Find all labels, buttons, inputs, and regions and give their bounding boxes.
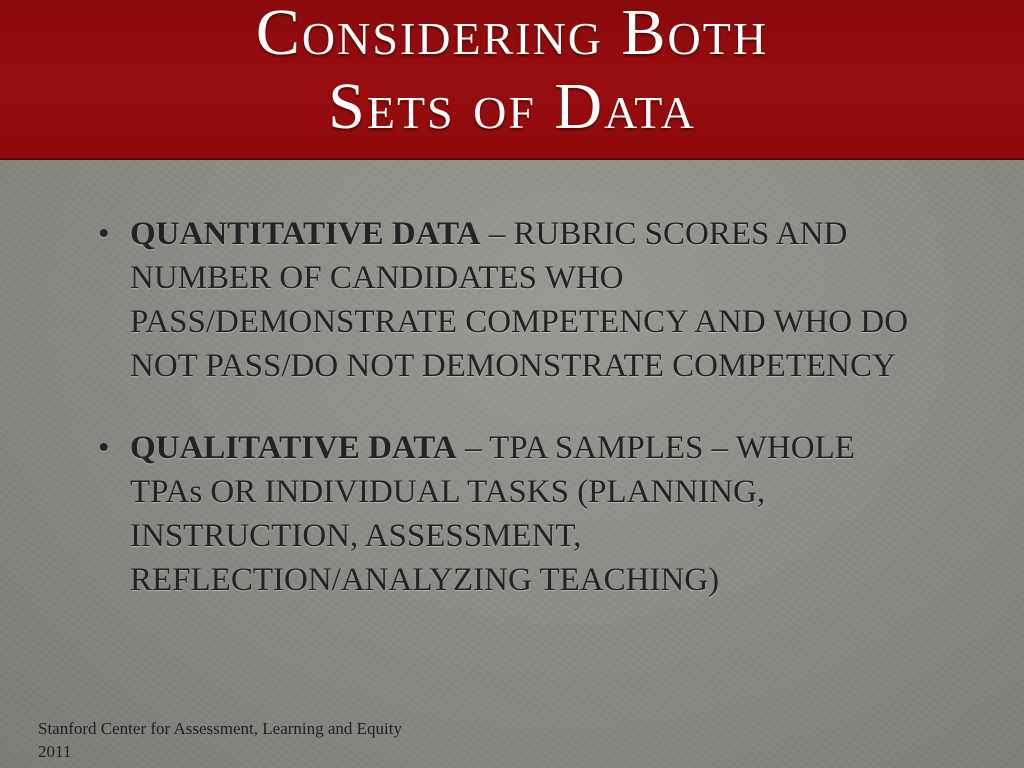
bullet-marker-icon: • [98,216,110,252]
slide-title-line-1: Considering Both [255,0,769,69]
bullet-quantitative [98,212,928,388]
bullet-qualitative-heading: QUALITATIVE DATA [130,430,457,466]
footer-year: 2011 [38,742,72,761]
footer-organization: Stanford Center for Assessment, Learning and Equity [38,719,403,738]
bullet-quantitative-text: – RUBRIC SCORES AND NUMBER OF CANDIDATES WHO PASS/DEMONSTRATE COMPETENCY AND WHO DO NOT PASS/DO NOT DEMONSTRATE COMPETENCY [130,216,909,384]
bullet-qualitative [98,426,928,602]
slide-title-line-2: Sets of Data [328,70,696,143]
bullet-quantitative-heading: QUANTITATIVE DATA [130,216,481,252]
title-band [0,0,1024,160]
slide-title [0,0,1024,144]
bullet-marker-icon: • [98,430,110,466]
bullet-list [98,212,928,640]
bullet-qualitative-text-before: – TPA SAMPLES – WHOLE TPA [130,430,855,510]
footer [38,717,518,763]
bullet-qualitative-text-after: OR INDIVIDUAL TASKS (PLANNING, INSTRUCTION, ASSESSMENT, REFLECTION/ANALYZING TEACHING) [130,474,766,598]
bullet-qualitative-text-lower: s [189,474,203,510]
